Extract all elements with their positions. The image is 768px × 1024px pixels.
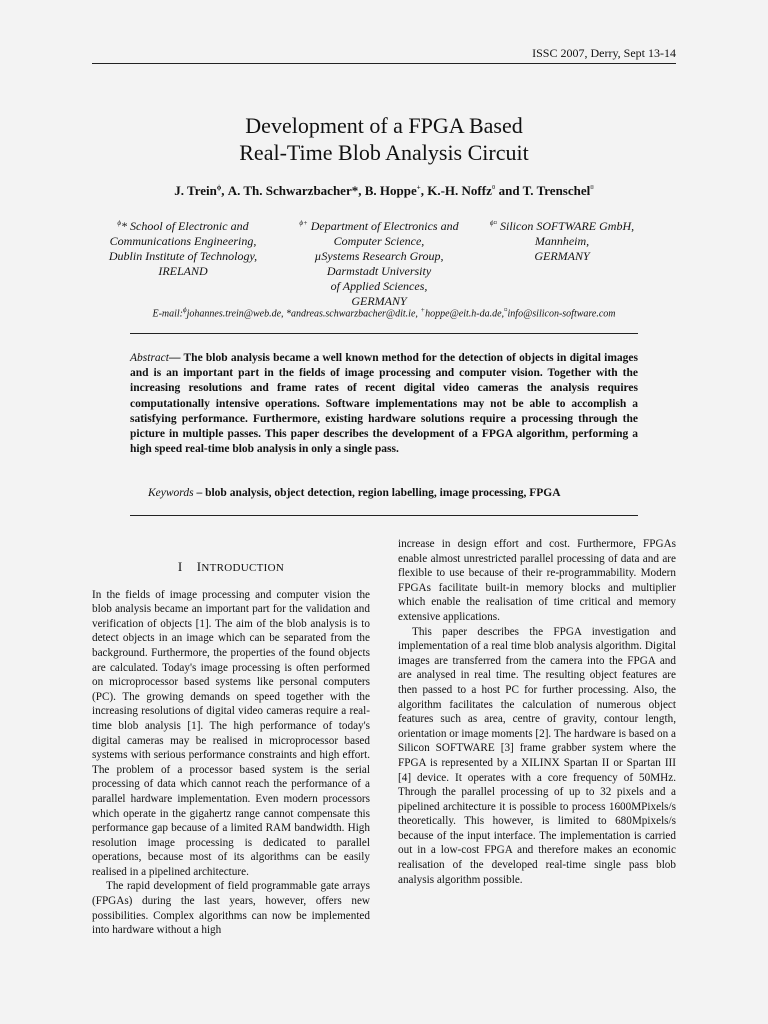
- header-rule: [92, 63, 676, 64]
- affil-mark: ϕ: [117, 219, 122, 227]
- title-line-2: Real-Time Blob Analysis Circuit: [239, 140, 529, 165]
- author-sep: ,: [358, 183, 365, 198]
- affil-line: GERMANY: [534, 249, 590, 263]
- keywords: [148, 487, 638, 499]
- author-4: K.-H. Noffz: [427, 183, 492, 198]
- email-4: info@silicon-software.com: [507, 308, 616, 320]
- email-1: johannes.trein@web.de,: [186, 308, 287, 320]
- author-sep: ,: [420, 183, 428, 198]
- title-line-1: Development of a FPGA Based: [245, 113, 523, 138]
- abstract-bottom-rule: [130, 515, 638, 516]
- author-4-mark: ¤: [491, 183, 496, 192]
- affil-line: Silicon SOFTWARE GmbH,: [496, 219, 635, 233]
- author-5: T. Trenschel: [522, 183, 591, 198]
- abstract-text: The blob analysis became a well known method for the detection of objects in digital images and is an important part in the fields of image processing and computer vision. Together with the increasing resolutions and frame rates of recent digital video cameras the analysis requires computationally intensive operations. Software implementations may not be able to accomplish a satisfying performance. Furthermore, existing hardware solutions require a processing through the picture in multiple passes. This paper describes the development of a FPGA algorithm, performing a high speed real-time blob analysis in only a single pass.: [130, 352, 639, 456]
- author-1: J. Trein: [174, 183, 217, 198]
- affil-line: Darmstadt University: [326, 264, 432, 278]
- affil-mark: ϕ+: [299, 219, 308, 227]
- affiliation-darmstadt: [284, 216, 474, 309]
- paragraph: This paper describes the FPGA investigation and implementation of a real time blob analysis algorithm. Digital images are transferred from the camera into the FPGA and are analysed in real time. The resulting object features are then passed to a host PC for further processing. Also, the algorithm facilitates the calculation of numerous object features such as area, centre of gravity, contour length, orientation or image moments [2]. The hardware is based on a Silicon SOFTWARE [3] frame grabber system where the FPGA is represented by a XILINX Spartan II or Spartan III [4] device. It operates with a core frequency of 50MHz. Through the parallel processing of up to 32 pixels and a pipelined architecture it is possible to process 1600MPixels/s theoretically. This however, is limited to 680Mpixels/s because of the input interface. The implementation is carried out in a low-cost FPGA and therefore makes an economic realisation of the developed real-time single pass blob analysis algorithm possible.: [398, 625, 676, 886]
- keywords-text: blob analysis, object detection, region labelling, image processing, FPGA: [205, 487, 561, 499]
- author-5-mark: ¤: [590, 183, 594, 192]
- section-initial: I: [196, 559, 202, 574]
- paper-title: [92, 112, 676, 166]
- right-column: [398, 537, 676, 887]
- author-3-mark: +: [416, 183, 421, 192]
- paragraph: In the fields of image processing and computer vision the blob analysis became an important part for the validation and verification of objects [1]. The aim of the blob analysis is to detect objects in an image which can be separated from the background. Furthermore, the properties of the found objects are calculated. Today's image processing is often performed on microprocessor based systems like personal computers (PC). The growing demands on speed together with the increasing resolutions of digital video cameras require a real-time blob analysis [1]. The high performance of today's digital cameras may be realised in microprocessor based systems with serious performance constraints and high effort. The problem of a processor based system is the serial processing of data which cannot reach the performance of a parallel hardware implementation. Even modern processors which operate in the gigahertz range cannot compensate this performance gap because of a limited RAM bandwidth. High resolution image processing is dedicated to parallel operations, because most of its algorithms can be easily realised in a pipelined architecture.: [92, 588, 370, 878]
- affil-line: Computer Science,: [333, 234, 425, 248]
- section-number: I: [177, 559, 183, 574]
- affil-line: Mannheim,: [534, 234, 590, 248]
- affil-line: Department of Electronics and: [307, 219, 459, 233]
- author-sep: ,: [221, 183, 228, 198]
- email-3: hoppe@eit.h-da.de,: [425, 308, 505, 320]
- section-heading: [92, 560, 370, 576]
- affil-line: µSystems Research Group,: [314, 249, 444, 263]
- author-1-mark: ϕ: [216, 183, 222, 192]
- author-sep: and: [495, 183, 523, 198]
- email-2: *andreas.schwarzbacher@dit.ie,: [286, 308, 421, 320]
- email-mark: +: [420, 306, 426, 314]
- affil-line: Dublin Institute of Technology,: [108, 249, 258, 263]
- affil-mark: ϕ¤: [489, 219, 497, 227]
- abstract-dash: —: [168, 352, 184, 364]
- abstract-top-rule: [130, 333, 638, 334]
- email-mark: ϕ: [183, 306, 187, 314]
- affiliation-dit: [92, 216, 274, 279]
- affil-line: Communications Engineering,: [109, 234, 257, 248]
- author-2: A. Th. Schwarzbacher*: [227, 183, 359, 198]
- abstract-label: Abstract: [130, 352, 169, 364]
- section-title-rest: NTRODUCTION: [201, 562, 285, 574]
- left-column: [92, 540, 370, 938]
- author-list: [60, 183, 708, 199]
- affil-line: of Applied Sciences,: [330, 279, 428, 293]
- affiliation-silicon-software: [480, 216, 644, 264]
- email-mark: ¤: [504, 306, 508, 314]
- keywords-dash: –: [193, 487, 206, 499]
- abstract: [130, 351, 638, 457]
- paragraph: The rapid development of field programmable gate arrays (FPGAs) during the last years, however, offers new possibilities. Complex algorithms can now be implemented into hardware without a high: [92, 880, 370, 937]
- affil-line: IRELAND: [158, 264, 208, 278]
- email-line: [60, 306, 708, 319]
- email-label: E-mail:: [152, 308, 184, 320]
- affil-line: * School of Electronic and: [121, 219, 249, 233]
- author-3: B. Hoppe: [364, 183, 417, 198]
- conference-header: ISSC 2007, Derry, Sept 13-14: [532, 46, 676, 60]
- paragraph: increase in design effort and cost. Furthermore, FPGAs enable almost unrestricted parallel processing of data and are flexible to use because of their re-programmability. Modern FPGAs facilitate built-in memory blocks and multiplier which enable the realisation of time critical and memory extensive applications.: [398, 538, 676, 623]
- affil-line: GERMANY: [351, 294, 407, 308]
- keywords-label: Keywords: [148, 487, 194, 499]
